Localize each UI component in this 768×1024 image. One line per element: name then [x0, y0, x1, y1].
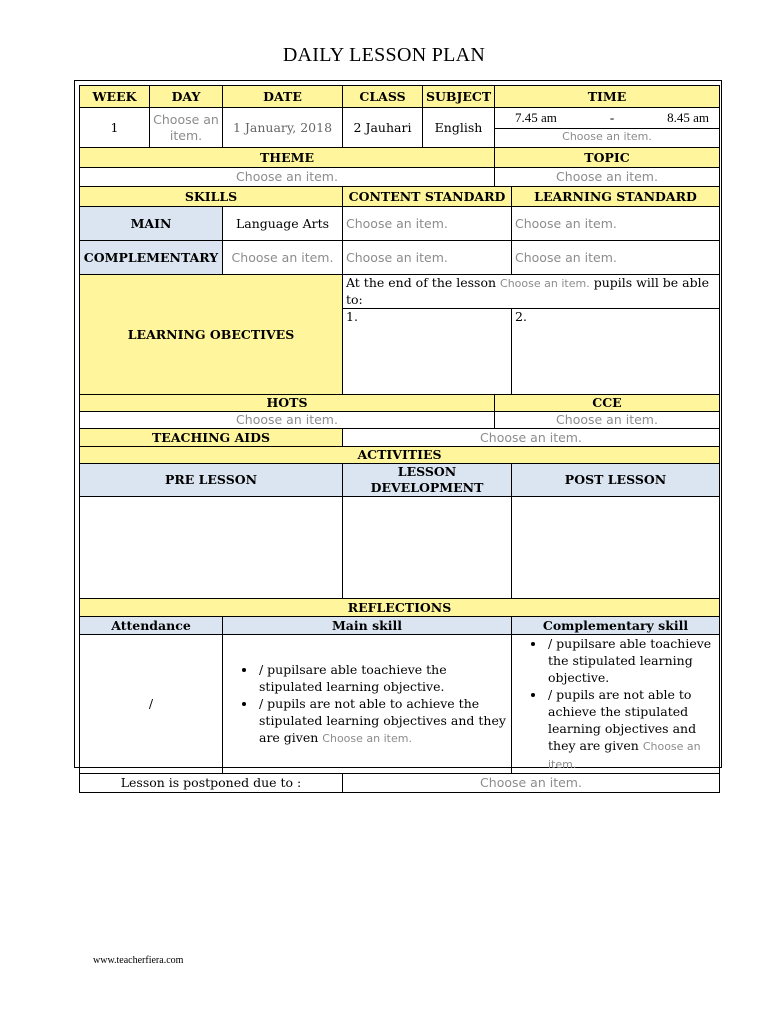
postponed-dropdown[interactable]: Choose an item.: [343, 774, 720, 793]
teaching-aids-label: TEACHING AIDS: [80, 429, 343, 447]
post-lesson-content[interactable]: [512, 497, 720, 599]
time-dropdown[interactable]: Choose an item.: [495, 128, 719, 145]
complementary-skill-label: COMPLEMENTARY: [80, 241, 223, 275]
main-skill-reflection: [223, 635, 512, 774]
main-reflection-item-1[interactable]: • / pupilsare able toachieve the stipulated learning objective.: [257, 661, 507, 695]
reflections-header: REFLECTIONS: [80, 599, 720, 617]
complementary-skill-header: Complementary skill: [512, 617, 720, 635]
pre-lesson-content[interactable]: [80, 497, 343, 599]
teaching-aids-dropdown[interactable]: Choose an item.: [343, 429, 720, 447]
learning-standard-header: LEARNING STANDARD: [512, 187, 720, 207]
lesson-development-header: LESSON DEVELOPMENT: [343, 464, 512, 497]
date-header: DATE: [223, 86, 343, 108]
cce-header: CCE: [495, 395, 720, 412]
postponed-label: Lesson is postponed due to :: [80, 774, 343, 793]
learning-objectives-label: LEARNING OBECTIVES: [80, 275, 343, 395]
theme-header: THEME: [80, 148, 495, 168]
complementary-skill-dropdown[interactable]: Choose an item.: [223, 241, 343, 275]
time-end[interactable]: 8.45 am: [667, 110, 709, 125]
main-skill-label: MAIN: [80, 207, 223, 241]
class-value[interactable]: 2 Jauhari: [343, 108, 423, 148]
objective-2[interactable]: 2.: [512, 309, 720, 395]
class-header: CLASS: [343, 86, 423, 108]
topic-dropdown[interactable]: Choose an item.: [495, 168, 720, 187]
attendance-header: Attendance: [80, 617, 223, 635]
attendance-value[interactable]: /: [80, 635, 223, 774]
footer-website[interactable]: www.teacherfiera.com: [93, 955, 184, 966]
objectives-intro: At the end of the lesson Choose an item. pupils will be able to:: [343, 275, 720, 309]
date-picker[interactable]: 1 January, 2018: [223, 108, 343, 148]
pre-lesson-header: PRE LESSON: [80, 464, 343, 497]
lesson-development-content[interactable]: [343, 497, 512, 599]
time-header: TIME: [495, 86, 720, 108]
lesson-plan-table: [79, 85, 720, 793]
time-cell: [495, 108, 720, 148]
comp-reflection-item-1[interactable]: • / pupilsare able toachieve the stipulated learning objective.: [546, 635, 715, 686]
day-dropdown[interactable]: Choose an item.: [150, 108, 223, 148]
comp-reflection-dropdown[interactable]: Choose an item.: [548, 740, 701, 771]
week-header: WEEK: [80, 86, 150, 108]
subject-value[interactable]: English: [423, 108, 495, 148]
main-reflection-dropdown[interactable]: Choose an item.: [322, 732, 412, 745]
week-value[interactable]: 1: [80, 108, 150, 148]
main-learning-dropdown[interactable]: Choose an item.: [512, 207, 720, 241]
main-content-dropdown[interactable]: Choose an item.: [343, 207, 512, 241]
page-title: DAILY LESSON PLAN: [282, 44, 486, 66]
hots-dropdown[interactable]: Choose an item.: [80, 412, 495, 429]
content-standard-header: CONTENT STANDARD: [343, 187, 512, 207]
main-reflection-item-2[interactable]: • / pupils are not able to achieve the stipulated learning objectives and they are given Choose an item.: [257, 695, 507, 747]
complementary-learning-dropdown[interactable]: Choose an item.: [512, 241, 720, 275]
objectives-dropdown[interactable]: Choose an item.: [500, 277, 590, 290]
topic-header: TOPIC: [495, 148, 720, 168]
complementary-skill-reflection: [512, 635, 720, 774]
time-separator: -: [609, 110, 615, 125]
complementary-content-dropdown[interactable]: Choose an item.: [343, 241, 512, 275]
main-skill-value[interactable]: Language Arts: [223, 207, 343, 241]
subject-header: SUBJECT: [423, 86, 495, 108]
theme-dropdown[interactable]: Choose an item.: [80, 168, 495, 187]
main-skill-header: Main skill: [223, 617, 512, 635]
day-header: DAY: [150, 86, 223, 108]
comp-reflection-item-2[interactable]: • / pupils are not able to achieve the stipulated learning objectives and they are given Choose an item.: [546, 686, 715, 773]
activities-header: ACTIVITIES: [80, 447, 720, 464]
objective-1[interactable]: 1.: [343, 309, 512, 395]
hots-header: HOTS: [80, 395, 495, 412]
post-lesson-header: POST LESSON: [512, 464, 720, 497]
skills-header: SKILLS: [80, 187, 343, 207]
cce-dropdown[interactable]: Choose an item.: [495, 412, 720, 429]
time-start[interactable]: 7.45 am: [515, 110, 557, 125]
